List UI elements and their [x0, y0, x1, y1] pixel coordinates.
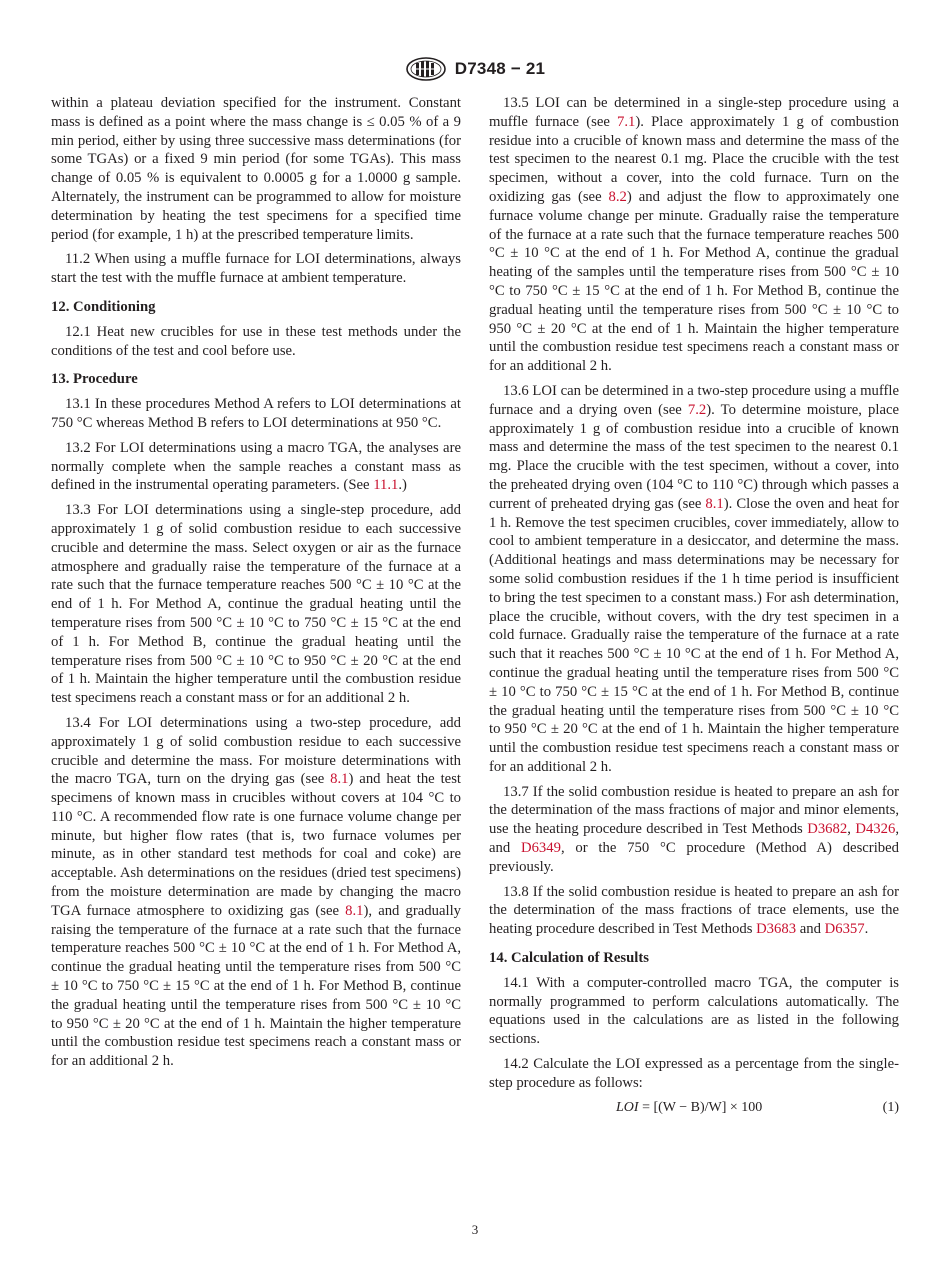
- section-12-heading: 12. Conditioning: [51, 298, 156, 315]
- paragraph-text: 13.4 For LOI determinations using a two-step procedure, add approximately 1 g of solid combustion residue to each successive crucible and determine the mass. For moisture determinations with the macro TGA, turn on the drying gas (see: [51, 714, 461, 788]
- paragraph-14-1: 14.1 With a computer-controlled macro TGA, the computer is normally programmed to perform calculations automatically. The equations used in the calculations are as listed in the following sections.: [489, 974, 899, 1048]
- section-link[interactable]: 8.2: [608, 188, 627, 205]
- paragraph-text: 13.6 LOI can be determined in a two-step procedure using a muffle furnace and a drying oven (see: [489, 382, 899, 418]
- standard-link[interactable]: D4326: [855, 821, 896, 838]
- paragraph-13-5: [489, 94, 899, 376]
- equation-formula: [616, 1099, 762, 1118]
- paragraph-text: 13.2 For LOI determinations using a macro TGA, the analyses are normally complete when the sample reaches a constant mass as defined in the instrumental operating parameters. (See: [51, 439, 461, 494]
- section-14-heading: 14. Calculation of Results: [489, 950, 649, 967]
- designation: D7348 − 21: [454, 59, 546, 78]
- section-link[interactable]: 7.2: [687, 401, 707, 418]
- standard-link[interactable]: D3682: [807, 821, 848, 838]
- paragraph-11-2: 11.2 When using a muffle furnace for LOI determinations, always start the test with the muffle furnace at ambient temperature.: [51, 251, 461, 287]
- section-link[interactable]: 8.1: [330, 771, 349, 788]
- left-column: [51, 94, 461, 1077]
- paragraph-13-2: [51, 439, 461, 495]
- page-header: [0, 56, 950, 84]
- paragraph-13-6: [489, 382, 899, 777]
- paragraph-text: ). Close the oven and heat for 1 h. Remove the test specimen crucibles, cover immediately, allow to cool to ambient temperature in a desiccator, and determine the mass. (Additional heatings and mass determinations may be necessary for some solid combustion residues if the 1 h time period is insufficient to bring the test specimen to a constant mass.) For ash determination, place the crucible, without covers, with the dry test specimen in a cold furnace. Gradually raise the temperature of the furnace at a rate such that it reaches 500 °C ± 10 °C at the end of 1 h. For Method A, continue the gradual heating until the temperature rises from 500 °C ± 10 °C to 750 °C ± 15 °C at the end of 1 h. For Method B, continue the gradual heating until the temperature rises from 500 °C ± 10 °C to 950 °C ± 20 °C at the end of 1 h. Maintain the higher temperature until the combustion residue test specimens reach a constant mass or for an additional 2 h.: [489, 495, 899, 775]
- paragraph-text: ,: [847, 821, 856, 838]
- section-link[interactable]: 7.1: [617, 113, 636, 130]
- equation-number: (1): [882, 1099, 899, 1115]
- page-number: 3: [471, 1222, 479, 1237]
- section-link[interactable]: 8.1: [705, 495, 724, 512]
- paragraph-text: .): [398, 477, 407, 494]
- equation-rhs: = [(W − B)/W] × 100: [638, 1099, 763, 1115]
- paragraph-text: , or the 750 °C procedure (Method A) described previously.: [489, 840, 899, 875]
- paragraph-11-1-continued: within a plateau deviation specified for the instrument. Constant mass is defined as a point where the mass change is ≤ 0.05 % of a 9 min period, either by using three successive mass determinations (for some TGAs) or a fixed 9 min period (for some TGAs). This mass change of 0.05 % is equivalent to 0.0005 g for a 1.0000 g sample. Alternately, the instrument can be programmed to allow for moisture determination by heating the test specimens for a specified time period (for example, 1 h) at the prescribed temperature limits.: [51, 95, 461, 243]
- standard-link[interactable]: D6349: [520, 840, 561, 857]
- paragraph-text: and: [796, 921, 825, 938]
- paragraph-13-8: [489, 883, 899, 939]
- paragraph-text: ), and gradually raising the temperature of the furnace at a rate such that the furnace temperature reaches 500 °C ± 10 °C at the end of 1 h. For Method A, continue the gradual heating until the temperature rises from 500 °C ± 10 °C to 750 °C ± 15 °C at the end of 1 h. For Method B, continue the gradual heating until the temperature rises from 500 °C ± 10 °C to 950 °C ± 20 °C at the end of 1 h. Maintain the higher temperature until the combustion residue test specimens reach a constant mass or for an additional 2 h.: [51, 902, 461, 1070]
- equation-1: [489, 1099, 899, 1121]
- right-column: [489, 94, 899, 1121]
- paragraph-text: ). To determine moisture, place approximately 1 g of combustion residue into a crucible of known mass and determine the mass of the test specimen to the nearest 0.1 mg. Place the crucible with the test specimen, without a cover, into the preheated drying oven (104 °C to 110 °C) through which passes a current of preheated drying gas (see: [489, 401, 899, 512]
- section-link[interactable]: 11.1: [373, 477, 399, 494]
- paragraph-text: ) and heat the test specimens of known mass in crucibles without covers at 104 °C to 110 °C. A recommended flow rate is one furnace volume change per minute, but higher flow rates (that is, two furnace volumes per minute, as in other standard test methods for coal and coke) are acceptable. Ash determinations on the residues (dried test specimens) from the moisture determination are made by changing the macro TGA furnace atmosphere to oxidizing gas (see: [51, 771, 461, 919]
- standard-link[interactable]: D3683: [756, 921, 797, 938]
- paragraph-13-3: 13.3 For LOI determinations using a single-step procedure, add approximately 1 g of solid combustion residue to each successive crucible and determine the mass. Select oxygen or air as the furnace atmosphere and gradually raise the temperature of the furnace at a rate such that the furnace temperature reaches 500 °C ± 10 °C at the end of 1 h. For Method A, continue the gradual heating until the temperature rises from 500 °C ± 10 °C to 750 °C ± 15 °C at the end of 1 h. For Method B, continue the gradual heating until the temperature rises from 500 °C ± 10 °C to 950 °C ± 20 °C at the end of 1 h. Maintain the higher temperature until the combustion residue test specimens reach a constant mass or for an additional 2 h.: [51, 502, 461, 707]
- paragraph-13-7: [489, 783, 899, 877]
- paragraph-text: 13.5 LOI can be determined in a single-step procedure using a muffle furnace (see: [489, 95, 899, 130]
- paragraph-text: 13.7 If the solid combustion residue is heated to prepare an ash for the determination of the mass fractions of major and minor elements, use the heating procedure described in Test Methods: [489, 783, 899, 838]
- paragraph-text: ) and adjust the flow to approximately one furnace volume change per minute. Gradually raise the temperature of the furnace at a rate such that the furnace temperature reaches 500 °C ± 10 °C at the end of 1 h. For Method A, continue the gradual heating of the samples until the temperature rises from 500 °C ± 10 °C to 750 °C ± 15 °C at the end of 1 h. For Method B, continue the gradual heating until the temperature rises from 500 °C ± 10 °C to 950 °C ± 20 °C at the end of 1 h. Maintain the higher temperature until the combustion residue test specimens reach a constant mass or for an additional 2 h.: [489, 188, 899, 375]
- section-link[interactable]: 8.1: [345, 902, 364, 919]
- paragraph-text: ). Place approximately 1 g of combustion residue into a crucible of known mass and determine the mass of the test specimen to the nearest 0.1 mg. Place the crucible with the test specimen, without a cover, into the cold furnace. Turn on the oxidizing gas (see: [489, 113, 899, 205]
- paragraph-13-4: [51, 714, 461, 1071]
- equation-lhs: LOI: [616, 1099, 639, 1115]
- paragraph-text: .: [864, 921, 869, 938]
- standard-link[interactable]: D6357: [824, 921, 865, 938]
- section-13-heading: 13. Procedure: [51, 371, 138, 388]
- paragraph-text: 13.8 If the solid combustion residue is heated to prepare an ash for the determination of the mass fractions of trace elements, use the heating procedure described in Test Methods: [489, 883, 899, 938]
- paragraph-13-1: 13.1 In these procedures Method A refers to LOI determinations at 750 °C whereas Method B refers to LOI determinations at 950 °C.: [51, 396, 461, 431]
- paragraph-12-1: 12.1 Heat new crucibles for use in these test methods under the conditions of the test and cool before use.: [51, 323, 461, 359]
- astm-logo-icon: [405, 56, 447, 82]
- paragraph-14-2: 14.2 Calculate the LOI expressed as a percentage from the single-step procedure as follows:: [489, 1056, 899, 1091]
- paragraph-text: , and: [489, 821, 900, 857]
